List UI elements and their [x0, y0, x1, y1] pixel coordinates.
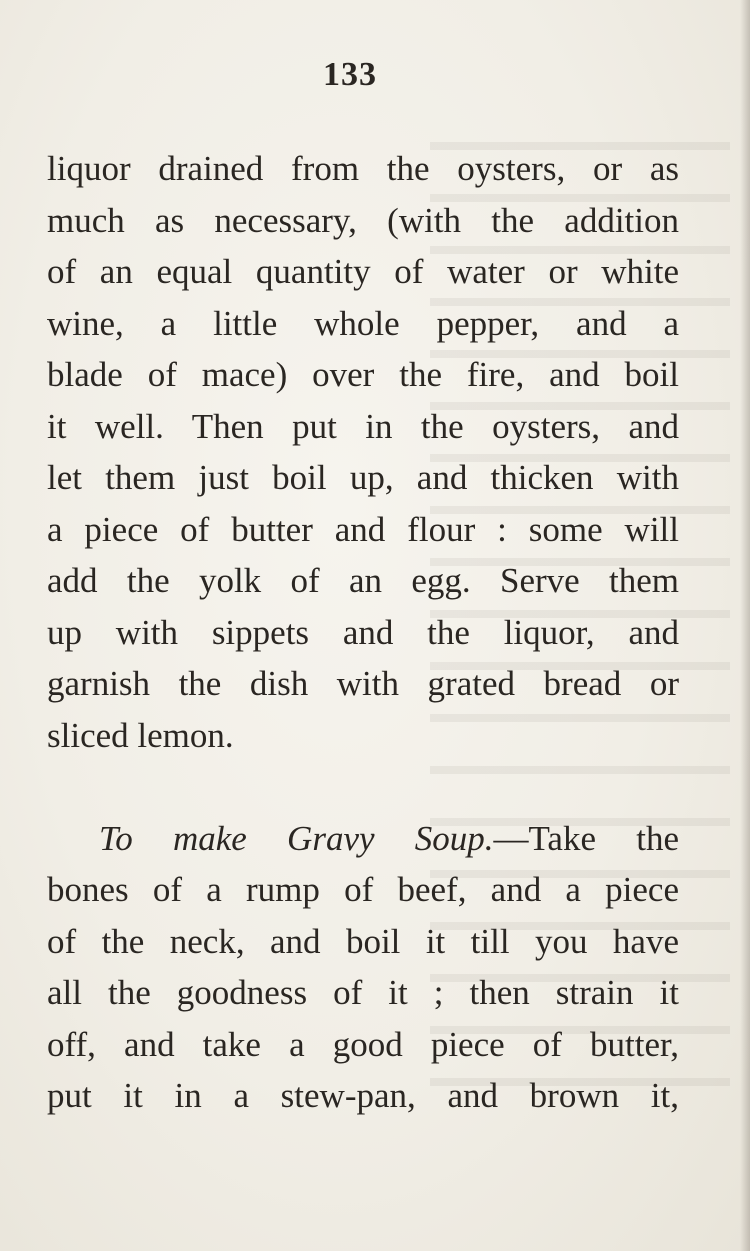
- text-line: up with sippets and the liquor, and: [47, 612, 679, 652]
- text-line: liquor drained from the oysters, or as: [47, 149, 679, 188]
- text-line: sliced lemon.: [47, 715, 234, 755]
- body-text: [47, 143, 679, 1122]
- text-line: much as necessary, (with the addition: [47, 200, 679, 240]
- text-line: all the goodness of it ; then strain it: [47, 973, 679, 1012]
- paragraph-gap: [47, 761, 679, 813]
- text-line: of an equal quantity of water or white: [47, 252, 679, 291]
- text-line: garnish the dish with grated bread or: [47, 664, 679, 703]
- text-line: a piece of butter and flour : some will: [47, 509, 679, 549]
- text-line: it well. Then put in the oysters, and: [47, 406, 679, 446]
- text-line: blade of mace) over the fire, and boil: [47, 355, 679, 394]
- text-line: let them just boil up, and thicken with: [47, 458, 679, 497]
- page-edge-shadow: [740, 0, 750, 1251]
- section-heading: To make Gravy Soup.: [99, 818, 494, 858]
- text-line: off, and take a good piece of butter,: [47, 1024, 679, 1064]
- page-number: 133: [323, 56, 377, 93]
- text-line: add the yolk of an egg. Serve them: [47, 561, 679, 600]
- text-line: bones of a rump of beef, and a piece: [47, 870, 679, 909]
- section-first-line-text: —Take the: [493, 818, 679, 858]
- text-line: put it in a stew-pan, and brown it,: [47, 1076, 679, 1115]
- text-line: of the neck, and boil it till you have: [47, 921, 679, 961]
- text-line: wine, a little whole pepper, and a: [47, 303, 679, 343]
- section-first-line: [47, 813, 679, 865]
